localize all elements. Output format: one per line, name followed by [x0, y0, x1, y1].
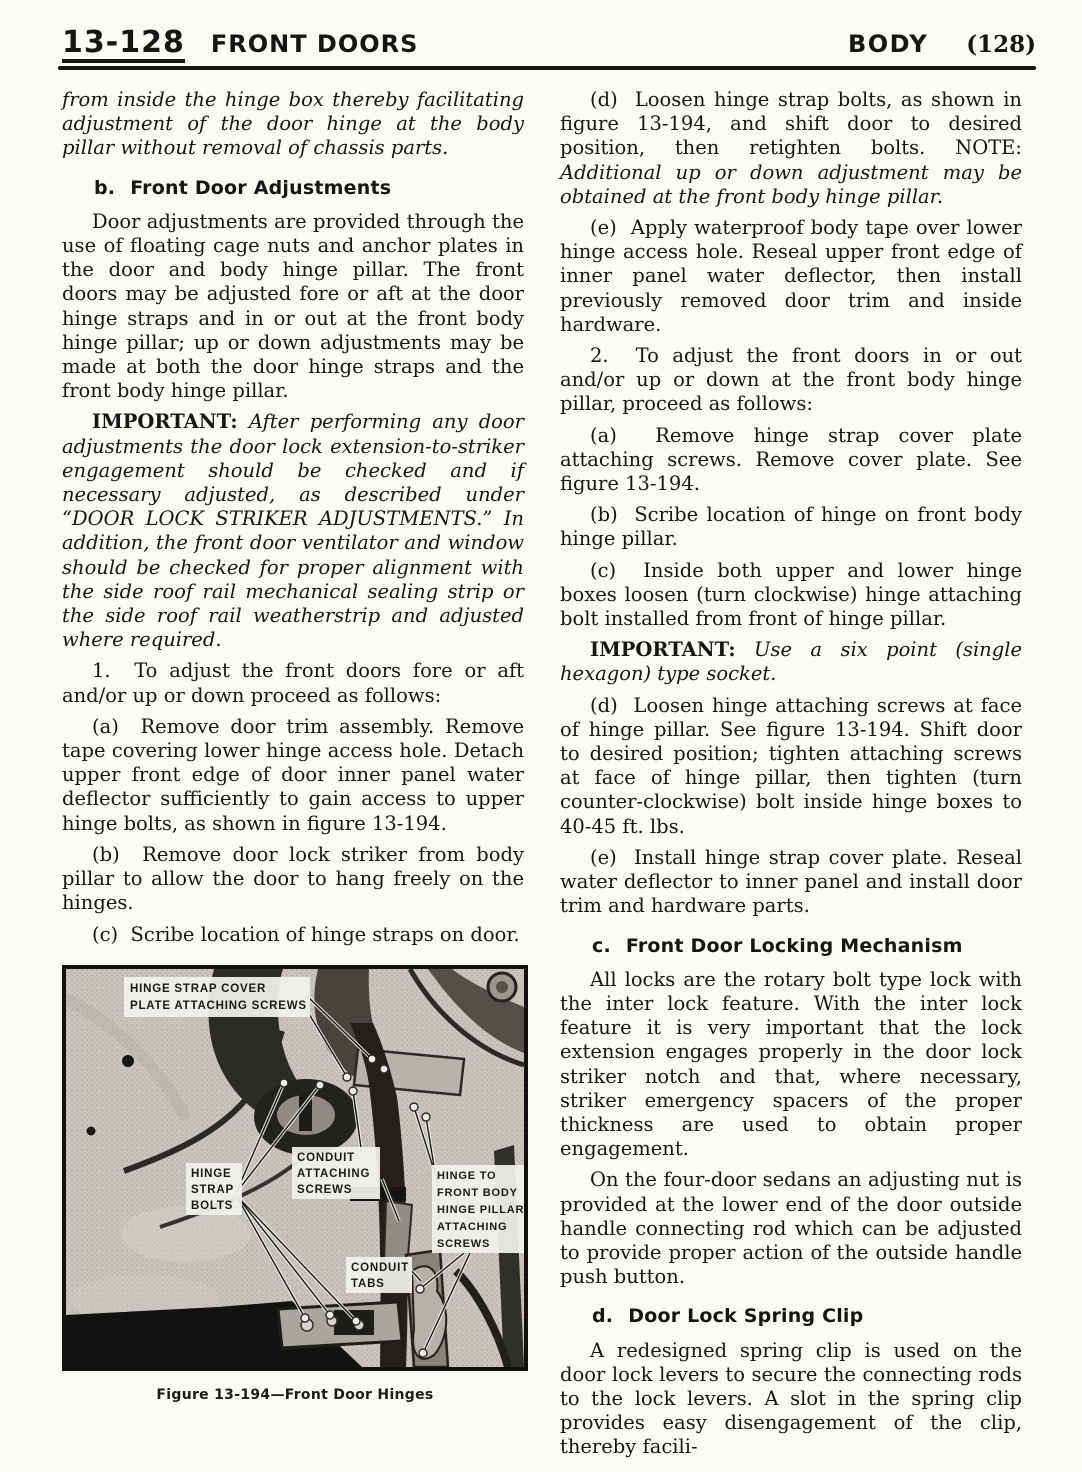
section-title: FRONT DOORS: [210, 30, 419, 58]
continued-paragraph: from inside the hinge box thereby facilitating adjustment of the door hinge at the body pillar without removal of chassis parts.: [62, 88, 524, 160]
step-2: 2. To adjust the front doors in or out and/or up or down at the front body hinge pillar, proceed as follows:: [560, 344, 1022, 416]
book-title: BODY: [847, 30, 929, 58]
heading-title: Front Door Adjustments: [130, 176, 392, 199]
figure-caption: Figure 13-194—Front Door Hinges: [156, 1386, 434, 1403]
paragraph-locks-2: On the four-door sedans an adjusting nut is provided at the lower end of the door outside handle connecting rod which can be adjusted to provide proper action of the outside handle push button.: [560, 1168, 1022, 1289]
figure-13-194: [62, 965, 524, 1407]
figure-label-strap-bolts-line2: STRAP: [191, 1183, 234, 1196]
figure-label-conduit-screws-line2: ATTACHING: [297, 1167, 371, 1180]
paragraph-locks-1: All locks are the rotary bolt type lock with the inter lock feature. With the inter lock feature it is very important that the lock extension engages properly in the door lock striker notch and that, where necessary, striker emergency spacers of the proper thickness are used to obtain proper engagement.: [560, 967, 1022, 1161]
paragraph-spring-clip: A redesigned spring clip is used on the door lock levers to secure the connecting rods to the lock levers. A slot in the spring clip provides easy disengagement of the clip, thereby facili-: [560, 1338, 1022, 1459]
figure-label-conduit-screws-line3: SCREWS: [297, 1183, 353, 1196]
section-number: 13-128: [62, 28, 185, 63]
heading-letter: d.: [592, 1305, 614, 1328]
important-label: IMPORTANT:: [92, 410, 238, 434]
heading-front-door-adjustments: [62, 176, 524, 200]
step-1c: (c) Scribe location of hinge straps on door.: [92, 922, 520, 946]
step-2a: (a) Remove hinge strap cover plate attaching screws. Remove cover plate. See figure 13-194.: [560, 423, 1022, 496]
figure-label-pillar-screws-line2: FRONT BODY: [437, 1186, 518, 1199]
step-1: 1. To adjust the front doors fore or aft and/or up or down proceed as follows:: [62, 659, 524, 707]
figure-label-cover-plate-line2: PLATE ATTACHING SCREWS: [130, 999, 307, 1012]
step-1d: [560, 88, 1022, 209]
right-column: [560, 88, 1022, 1467]
paragraph-important-1: [62, 410, 524, 652]
heading-door-lock-spring-clip: [560, 1304, 1022, 1328]
paragraph-door-adjustments: Door adjustments are provided through the use of floating cage nuts and anchor plates in the door and body hinge pillar. The front doors may be adjusted fore or aft at the door hinge straps and in or out at the front body hinge pillar; up or down adjustments may be made at both the door hinge straps and the front body hinge pillar.: [62, 209, 524, 403]
step-1a: (a) Remove door trim assembly. Remove tape covering lower hinge access hole. Detach upper front edge of door inner panel water deflector sufficiently to gain access to upper hinge bolts, as shown in figure 13-194.: [62, 714, 524, 835]
header-rule: [58, 66, 1036, 70]
note-label: NOTE:: [955, 136, 1022, 160]
step-2c: (c) Inside both upper and lower hinge boxes loosen (turn clockwise) hinge attaching bolt installed from front of hinge pillar.: [560, 558, 1022, 631]
step-2d: (d) Loosen hinge attaching screws at face of hinge pillar. See figure 13-194. Shift door to desired position; tighten attaching screws at face of hinge pillar, then tighten (turn counter-clockwise) bolt inside hinge boxes to 40-45 ft. lbs.: [560, 693, 1022, 838]
left-column: [62, 88, 524, 1407]
important-text-2: Use a six point (single hexagon) type socket.: [560, 638, 1022, 686]
step-2e: (e) Install hinge strap cover plate. Reseal water deflector to inner panel and install door trim and hardware parts.: [560, 845, 1022, 918]
step-2b: (b) Scribe location of hinge on front body hinge pillar.: [560, 503, 1022, 551]
figure-label-strap-bolts-line3: BOLTS: [191, 1199, 234, 1212]
running-head-right: [848, 32, 1036, 56]
important-label-2: IMPORTANT:: [590, 638, 736, 662]
step-1e: (e) Apply waterproof body tape over lower hinge access hole. Reseal upper front edge of inner panel water deflector, then install previously removed door trim and inside hardware.: [560, 216, 1022, 336]
figure-label-strap-bolts-line1: HINGE: [191, 1167, 232, 1180]
front-door-hinges-photo-art: [66, 969, 524, 1367]
figure-label-conduit-tabs-line1: CONDUIT: [351, 1261, 409, 1274]
step-1b: (b) Remove door lock striker from body pillar to allow the door to hang freely on the hinges.: [62, 842, 524, 915]
figure-label-conduit-tabs-line2: TABS: [351, 1277, 385, 1290]
figure-label-pillar-screws-line3: HINGE PILLAR: [437, 1203, 524, 1216]
heading-title: Front Door Locking Mechanism: [625, 934, 963, 957]
figure-label-pillar-screws-line4: ATTACHING: [437, 1220, 508, 1233]
page-number: (128): [966, 31, 1036, 58]
running-head-left: [62, 25, 419, 63]
heading-front-door-locking-mechanism: [560, 934, 1022, 958]
figure-label-conduit-screws-line1: CONDUIT: [297, 1151, 355, 1164]
heading-title: Door Lock Spring Clip: [628, 1305, 864, 1328]
step-1d-text: (d) Loosen hinge strap bolts, as shown in figure 13-194, and shift door to desired position, then retighten bolts.: [560, 88, 1022, 160]
note-text: Additional up or down adjustment may be obtained at the front body hinge pillar.: [560, 160, 1022, 208]
figure-label-cover-plate-line1: HINGE STRAP COVER: [130, 982, 267, 995]
paragraph-important-2: [560, 638, 1022, 686]
running-head: [62, 25, 1036, 63]
figure-13-194-photo: [62, 965, 528, 1371]
figure-label-pillar-screws-line1: HINGE TO: [437, 1169, 497, 1182]
important-text: After performing any door adjustments the door lock extension-to-striker engagement should be checked and if necessary adjusted, as described under “DOOR LOCK STRIKER ADJUSTMENTS.” In addition, the front door ventilator and window should be checked for proper alignment with the side roof rail mechanical sealing strip or the side roof rail weatherstrip and adjusted where required.: [62, 410, 524, 652]
heading-letter: c.: [592, 934, 611, 957]
figure-label-pillar-screws-line5: SCREWS: [437, 1237, 491, 1250]
heading-letter: b.: [94, 176, 116, 199]
